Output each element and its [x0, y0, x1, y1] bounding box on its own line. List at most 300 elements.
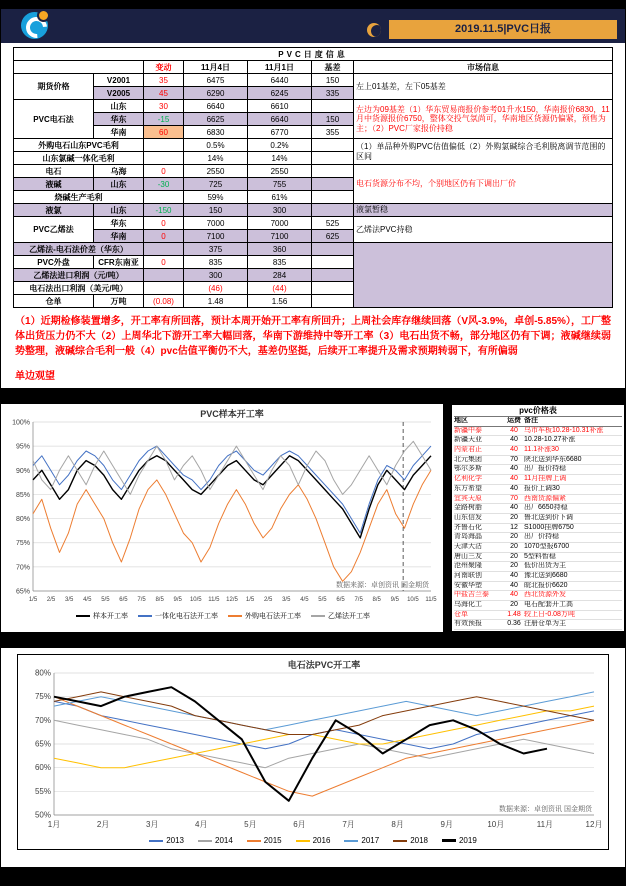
- legend-swatch: [247, 840, 261, 842]
- cell-d2: 300: [248, 204, 312, 217]
- cell-basis: 625: [312, 230, 354, 243]
- svg-text:7月: 7月: [342, 820, 355, 829]
- price-cell: 东方希望: [454, 484, 482, 492]
- sample-rate-line-chart: [3, 406, 439, 604]
- cell-sub-v2005: V2005: [94, 87, 144, 100]
- legend-item: [296, 836, 331, 845]
- row-calcium-carbide: [14, 165, 613, 178]
- price-cell: 皖北报价6620: [524, 581, 568, 589]
- price-row: [454, 485, 622, 495]
- svg-text:6/5: 6/5: [119, 597, 128, 603]
- chart2-section: [1, 648, 625, 850]
- price-cell: 40: [510, 475, 518, 483]
- cell-d2: 6610: [248, 100, 312, 113]
- svg-text:8月: 8月: [391, 820, 404, 829]
- svg-text:65%: 65%: [15, 588, 30, 596]
- price-cell: 较上日-0.08万吨: [524, 610, 575, 618]
- cell-d1: 7100: [184, 230, 248, 243]
- price-cell: 鲁北送到价下调: [524, 513, 573, 521]
- svg-text:2月: 2月: [96, 820, 110, 829]
- cell-change: [144, 282, 184, 295]
- note-ethylene: 乙烯法PVC持稳: [354, 217, 613, 243]
- cell-basis: [312, 100, 354, 113]
- price-cell: 陕北送到华东6680: [524, 455, 582, 463]
- price-cell: 出厂价持稳: [524, 533, 559, 541]
- cell-change: (0.08): [144, 295, 184, 308]
- cell-basis: [312, 191, 354, 204]
- cell-d2: 6245: [248, 87, 312, 100]
- cell-d2: 360: [248, 243, 312, 256]
- svg-text:9月: 9月: [440, 820, 453, 829]
- price-row: [454, 601, 622, 611]
- cell-sub: 华南: [94, 126, 144, 139]
- price-cell: 1070型报6700: [524, 542, 570, 550]
- charts-row: [1, 404, 625, 632]
- cell-cat-futures: 期货价格: [14, 74, 94, 100]
- price-row: [454, 553, 622, 563]
- legend-item: [344, 836, 379, 845]
- row-spread: [14, 243, 613, 256]
- price-cell: 20: [510, 601, 518, 609]
- cell-basis: 150: [312, 74, 354, 87]
- price-cell: 乌市车板10.28-10.31补涨: [524, 426, 604, 434]
- table-title-row: [14, 48, 613, 61]
- price-cell: 山东信发: [454, 513, 482, 521]
- svg-text:10/5: 10/5: [189, 597, 202, 603]
- legend-item: [311, 611, 370, 621]
- cell-d2: 6440: [248, 74, 312, 87]
- svg-text:8/5: 8/5: [372, 597, 381, 603]
- cell-cat: 仓单: [14, 295, 94, 308]
- legend-swatch: [138, 615, 152, 617]
- table-header-row: [14, 61, 613, 74]
- cell-change: 0: [144, 217, 184, 230]
- cell-d2: 835: [248, 256, 312, 269]
- price-row: [454, 456, 622, 466]
- header-blank: [14, 61, 144, 74]
- price-cell: 出厂报价持稳: [524, 465, 566, 473]
- price-cell: 西南货源偏紧: [524, 494, 566, 502]
- cell-change: 35: [144, 74, 184, 87]
- cell-cat: PVC外盘: [14, 256, 94, 269]
- price-row: [454, 533, 622, 543]
- carbide-rate-line-chart: [20, 657, 604, 829]
- cell-cat: 电石法出口利润（美元/吨）: [14, 282, 144, 295]
- price-cell: 11.1补涨30: [524, 446, 559, 454]
- svg-text:8/5: 8/5: [155, 597, 164, 603]
- price-row: [454, 427, 622, 437]
- cell-basis: [312, 139, 354, 152]
- price-cell: 新疆中泰: [454, 426, 482, 434]
- cell-change-highlight: 60: [144, 126, 184, 139]
- svg-text:6月: 6月: [293, 820, 306, 829]
- price-cell: 11月挂牌上调: [524, 475, 567, 483]
- note-blank: [354, 243, 613, 308]
- cell-d2: (44): [248, 282, 312, 295]
- svg-text:1月: 1月: [47, 820, 61, 829]
- cell-change: [144, 243, 184, 256]
- carbide-rate-legend: [20, 834, 606, 847]
- price-cell: 40: [510, 504, 518, 512]
- row-ethylene-huadong: [14, 217, 613, 230]
- legend-swatch: [442, 839, 456, 842]
- cell-basis: [312, 243, 354, 256]
- cell-basis: [312, 152, 354, 165]
- table-title: PVC日度信息: [14, 48, 613, 61]
- row-purchased-margin: [14, 139, 613, 152]
- cell-d2: 2550: [248, 165, 312, 178]
- price-cell: 20: [510, 533, 518, 541]
- cell-sub: CFR东南亚: [94, 256, 144, 269]
- cell-change: 0: [144, 256, 184, 269]
- cell-d1: (46): [184, 282, 248, 295]
- price-cell: 豫北送到6680: [524, 572, 568, 579]
- price-cell: 40: [510, 484, 518, 492]
- header-market: 市场信息: [354, 61, 613, 74]
- svg-text:65%: 65%: [34, 739, 51, 749]
- svg-text:4月: 4月: [195, 820, 208, 829]
- legend-item: [442, 836, 477, 845]
- svg-text:75%: 75%: [15, 540, 30, 548]
- svg-text:12月: 12月: [585, 820, 603, 829]
- legend-swatch: [311, 615, 325, 617]
- svg-text:11/5: 11/5: [208, 597, 220, 603]
- svg-text:1/5: 1/5: [245, 597, 255, 603]
- svg-text:2/5: 2/5: [46, 597, 56, 603]
- svg-text:3/5: 3/5: [282, 597, 291, 603]
- cell-d1: 835: [184, 256, 248, 269]
- cell-basis: 525: [312, 217, 354, 230]
- svg-text:10月: 10月: [487, 820, 505, 829]
- price-header-cell: 地区: [454, 417, 468, 424]
- svg-text:11月: 11月: [536, 820, 554, 829]
- company-logo-icon: [21, 12, 48, 39]
- price-row: [454, 475, 622, 485]
- legend-item: [149, 836, 184, 845]
- note-chlorine: 液氯暂稳: [354, 204, 613, 217]
- cell-change: [144, 152, 184, 165]
- price-cell: 5型料暂稳: [524, 552, 556, 560]
- svg-text:75%: 75%: [34, 692, 51, 702]
- cell-basis: 150: [312, 113, 354, 126]
- price-cell: 齐鲁石化: [454, 523, 482, 531]
- price-cell: 电石配套开工高: [524, 601, 573, 609]
- legend-swatch: [344, 840, 358, 842]
- cell-basis: [312, 282, 354, 295]
- cell-d1: 725: [184, 178, 248, 191]
- svg-text:3/5: 3/5: [65, 597, 74, 603]
- price-row: [454, 524, 622, 534]
- row-v2001: [14, 74, 613, 87]
- row-carbide-shandong: [14, 100, 613, 113]
- note-calcium: 电石货源分布不均，个别地区仍有下调出厂价: [354, 165, 613, 204]
- cell-d2: 14%: [248, 152, 312, 165]
- svg-text:9/5: 9/5: [173, 597, 182, 603]
- cell-d1: 6625: [184, 113, 248, 126]
- svg-text:5/5: 5/5: [318, 597, 327, 603]
- price-cell: 0.36: [507, 620, 521, 628]
- cell-d1: 375: [184, 243, 248, 256]
- svg-text:数据来源：卓创资讯 国金期货: 数据来源：卓创资讯 国金期货: [499, 806, 592, 813]
- legend-label: 样本开工率: [93, 613, 128, 620]
- cell-basis: 355: [312, 126, 354, 139]
- price-cell: 40: [510, 572, 518, 579]
- chart-sample-operating-rate: [1, 404, 443, 632]
- price-cell: 40: [510, 436, 518, 444]
- price-cell: 金路树脂: [454, 504, 482, 512]
- legend-label: 2016: [312, 836, 331, 845]
- cell-sub: 乌海: [94, 165, 144, 178]
- cell-basis: [312, 204, 354, 217]
- svg-text:7/5: 7/5: [137, 597, 146, 603]
- daily-info-table: [13, 47, 613, 308]
- top-black-strip: [1, 1, 625, 9]
- price-cell: 宜宾天原: [454, 494, 482, 502]
- price-cell: 北元集团: [454, 455, 482, 463]
- legend-label: 2017: [361, 836, 380, 845]
- row-liquid-chlorine: [14, 204, 613, 217]
- cell-d2: 6770: [248, 126, 312, 139]
- legend-label: 一体化电石法开工率: [155, 613, 218, 620]
- price-cell: 20: [510, 513, 518, 521]
- price-cell: 12: [510, 523, 518, 531]
- price-row: [454, 436, 622, 446]
- svg-text:数据来源：卓创资讯 国金期货: 数据来源：卓创资讯 国金期货: [336, 582, 429, 589]
- price-cell: 有效预报: [454, 620, 482, 628]
- cell-d2: 7100: [248, 230, 312, 243]
- svg-text:60%: 60%: [34, 763, 51, 773]
- cell-sub: 山东: [94, 204, 144, 217]
- price-cell: 仓单: [454, 610, 468, 618]
- svg-text:3月: 3月: [145, 820, 159, 829]
- note-futures: 左上01基差，左下05基差: [354, 74, 613, 100]
- cell-d2: 6640: [248, 113, 312, 126]
- header-d2: 11月1日: [248, 61, 312, 74]
- svg-text:4/5: 4/5: [300, 597, 309, 603]
- svg-text:2/5: 2/5: [264, 597, 273, 603]
- cell-basis: [312, 269, 354, 282]
- header-basis: 基差: [312, 61, 354, 74]
- cell-cat: 液碱: [14, 178, 94, 191]
- price-table-title: pvc价格表: [454, 406, 622, 417]
- cell-basis: [312, 295, 354, 308]
- cell-basis: [312, 165, 354, 178]
- price-cell: 中盐吉兰泰: [454, 591, 489, 599]
- cell-change: -15: [144, 113, 184, 126]
- legend-swatch: [296, 840, 310, 842]
- black-divider-mid: [1, 632, 625, 648]
- svg-text:10/5: 10/5: [407, 597, 419, 603]
- price-cell: 天津大沽: [454, 542, 482, 550]
- cell-d1: 6475: [184, 74, 248, 87]
- svg-text:9/5: 9/5: [390, 597, 399, 603]
- price-table-rows: [454, 417, 622, 630]
- price-row: [454, 543, 622, 553]
- price-cell: 20: [510, 552, 518, 560]
- cell-change: [144, 191, 184, 204]
- legend-label: 2015: [263, 836, 282, 845]
- svg-text:55%: 55%: [34, 786, 51, 796]
- legend-label: 2018: [410, 836, 428, 845]
- svg-text:50%: 50%: [34, 810, 51, 820]
- svg-text:95%: 95%: [15, 443, 30, 451]
- cell-change: 0: [144, 230, 184, 243]
- price-cell: 40: [510, 426, 518, 434]
- price-cell: 低价出货为主: [524, 562, 566, 570]
- cell-d1: 150: [184, 204, 248, 217]
- page-header: [1, 9, 625, 43]
- price-cell: 唐山三友: [454, 552, 482, 560]
- price-row: [454, 495, 622, 505]
- price-cell: 青岛海晶: [454, 533, 482, 541]
- cell-basis: 335: [312, 87, 354, 100]
- cell-d2: 755: [248, 178, 312, 191]
- black-gap: [443, 404, 451, 632]
- cell-d2: 7000: [248, 217, 312, 230]
- svg-text:100%: 100%: [12, 419, 30, 427]
- price-cell: 20: [510, 562, 518, 570]
- price-cell: 新疆天业: [454, 436, 482, 444]
- price-cell: 河南联创: [454, 572, 482, 579]
- price-cell: 出厂6650持稳: [524, 504, 568, 512]
- svg-text:5月: 5月: [244, 820, 257, 829]
- svg-text:5/5: 5/5: [101, 597, 110, 603]
- logo-dot: [37, 9, 50, 22]
- svg-text:85%: 85%: [15, 491, 30, 499]
- legend-item: [228, 611, 301, 621]
- cell-basis: [312, 178, 354, 191]
- price-cell: 亿利化学: [454, 475, 482, 483]
- price-row: [454, 465, 622, 475]
- cell-d1: 0.5%: [184, 139, 248, 152]
- cell-d1: 1.48: [184, 295, 248, 308]
- svg-text:11/5: 11/5: [425, 597, 437, 603]
- price-cell: 40: [510, 446, 518, 454]
- cell-basis: [312, 256, 354, 269]
- analysis-text: （1）近期检修装置增多，开工率有所回落，预计本周开始开工率有所回升；上周社会库存继续回落（V风-3.9%，卓创-5.85%），工厂整体出货压力仍不大（2）上周华北下游开工率大幅回落，华南下游维持中等开工率（3）电石出货不畅，部分地区仍有下调；液碱继续弱势整理，液碱综合毛利一般（4）pvc估值平衡仍不大，基差仍坚挺，后续开工率提升及需求预期转弱下，有所偏弱: [15, 316, 611, 357]
- legend-item: [198, 836, 233, 845]
- price-row: [454, 562, 622, 572]
- cell-sub-v2001: V2001: [94, 74, 144, 87]
- svg-text:4/5: 4/5: [83, 597, 92, 603]
- svg-text:1/5: 1/5: [28, 597, 38, 603]
- price-row: [454, 446, 622, 456]
- cell-sub: 华南: [94, 230, 144, 243]
- header-change: 变动: [144, 61, 184, 74]
- price-cell: 20: [510, 542, 518, 550]
- pvc-price-table: [451, 404, 625, 632]
- note-margin: （1）单品种外购PVC估值偏低（2）外购氯碱综合毛利脱离调节范围的区间: [354, 139, 613, 165]
- cell-change: [144, 139, 184, 152]
- cell-sub: 山东: [94, 178, 144, 191]
- cell-d1: 7000: [184, 217, 248, 230]
- legend-item: [138, 611, 218, 621]
- svg-text:80%: 80%: [34, 668, 51, 678]
- price-row: [454, 620, 622, 630]
- chart-carbide-operating-rate: [17, 654, 609, 850]
- price-table-header: [454, 417, 622, 427]
- cell-sub: 华东: [94, 113, 144, 126]
- price-cell: 40: [510, 465, 518, 473]
- svg-text:90%: 90%: [15, 467, 30, 475]
- price-cell: 1.48: [507, 610, 521, 618]
- svg-text:7/5: 7/5: [354, 597, 363, 603]
- price-row: [454, 514, 622, 524]
- cell-cat: 烧碱生产毛利: [14, 191, 144, 204]
- cell-d2: 61%: [248, 191, 312, 204]
- cell-change: [144, 269, 184, 282]
- price-row: [454, 504, 622, 514]
- svg-text:6/5: 6/5: [336, 597, 345, 603]
- cell-d1: 14%: [184, 152, 248, 165]
- legend-label: 2019: [458, 836, 477, 845]
- note-carbide-market: 左边为09基差（1）华东贸易商报价参考01升水150，华南报价6830，11月中货源报价6750，整体交投气氛尚可，华南地区货源仍偏紧，预售为主；（2）PVC厂家报价持稳: [354, 100, 613, 139]
- sample-rate-legend: [3, 609, 443, 623]
- legend-swatch: [393, 840, 407, 842]
- legend-label: 2013: [166, 836, 184, 845]
- legend-swatch: [228, 615, 242, 617]
- cell-change: -30: [144, 178, 184, 191]
- cell-change: 30: [144, 100, 184, 113]
- price-cell: 报价上调30: [524, 484, 560, 492]
- cell-change: 0: [144, 165, 184, 178]
- legend-label: 乙烯法开工率: [328, 613, 370, 620]
- cell-d1: 300: [184, 269, 248, 282]
- cell-d2: 284: [248, 269, 312, 282]
- cell-cat: 电石: [14, 165, 94, 178]
- price-cell: 内蒙君正: [454, 446, 482, 454]
- cell-d1: 2550: [184, 165, 248, 178]
- legend-swatch: [198, 840, 212, 842]
- black-divider-top: [1, 388, 625, 404]
- cell-sub: 山东: [94, 100, 144, 113]
- legend-item: [247, 836, 282, 845]
- cell-sub: 华东: [94, 217, 144, 230]
- legend-label: 外购电石法开工率: [245, 613, 301, 620]
- cell-cat-ethylene-pvc: PVC乙烯法: [14, 217, 94, 243]
- cell-d1: 59%: [184, 191, 248, 204]
- svg-text:12/5: 12/5: [226, 597, 238, 603]
- price-cell: 西北货源外发: [524, 591, 566, 599]
- svg-text:70%: 70%: [34, 715, 51, 725]
- price-cell: 沧州聚隆: [454, 562, 482, 570]
- cell-cat: 山东氯碱一体化毛利: [14, 152, 144, 165]
- report-title: 2019.11.5|PVC日报: [389, 20, 617, 39]
- price-header-cell: 运费: [507, 417, 521, 424]
- cell-change: -150: [144, 204, 184, 217]
- bottom-black-strip: [1, 867, 625, 885]
- cell-d1: 6290: [184, 87, 248, 100]
- legend-swatch: [76, 615, 90, 617]
- svg-text:PVC样本开工率: PVC样本开工率: [200, 409, 264, 419]
- price-cell: 安徽华塑: [454, 581, 482, 589]
- analysis-stance: 单边观望: [15, 371, 55, 382]
- cell-cat: 外购电石山东PVC毛利: [14, 139, 144, 152]
- cell-change: 45: [144, 87, 184, 100]
- price-header-cell: 备注: [524, 417, 538, 424]
- cell-sub: 万吨: [94, 295, 144, 308]
- legend-label: 2014: [215, 836, 233, 845]
- cell-cat: 乙烯法-电石法价差（华东）: [14, 243, 144, 256]
- price-cell: 40: [510, 581, 518, 589]
- svg-text:电石法PVC开工率: 电石法PVC开工率: [287, 660, 361, 670]
- report-body: [1, 43, 625, 382]
- cell-d1: 6830: [184, 126, 248, 139]
- price-cell: S1000挂牌6750: [524, 523, 574, 531]
- svg-text:80%: 80%: [15, 516, 30, 524]
- header-d1: 11月4日: [184, 61, 248, 74]
- price-row: [454, 591, 622, 601]
